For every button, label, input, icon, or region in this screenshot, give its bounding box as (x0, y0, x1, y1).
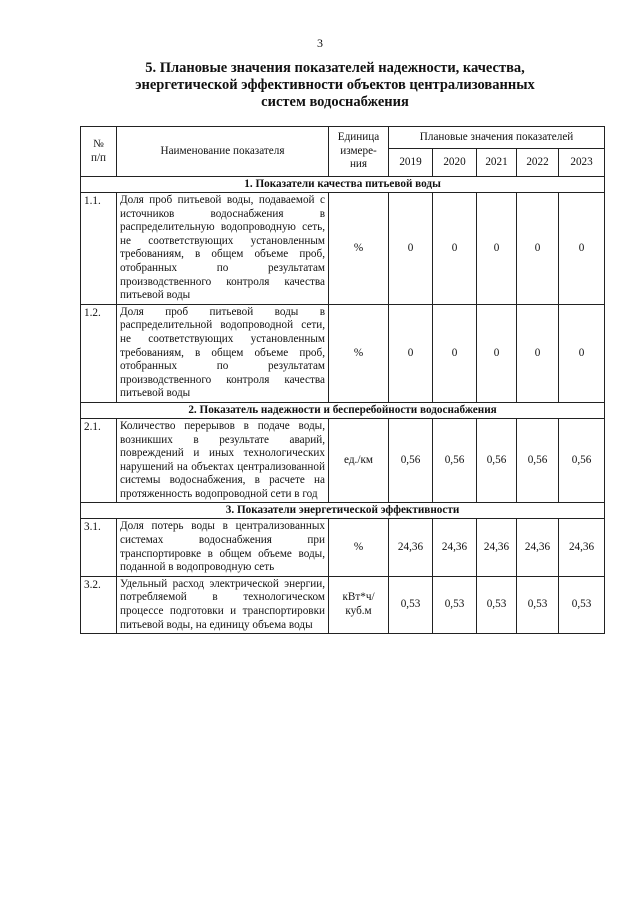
row-number: 1.2. (81, 304, 117, 402)
section-title: 3. Показатели энергетической эффективности (81, 503, 605, 519)
value-2021: 0,53 (477, 576, 517, 633)
indicators-table (80, 126, 605, 634)
value-2020: 0 (433, 304, 477, 402)
row-number: 2.1. (81, 418, 117, 503)
value-2020: 0,53 (433, 576, 477, 633)
title-line-3: систем водоснабжения (261, 94, 409, 110)
row-number: 1.1. (81, 193, 117, 305)
title-line-1: 5. Плановые значения показателей надежности, качества, (145, 60, 525, 76)
section-title: 1. Показатели качества питьевой воды (81, 177, 605, 193)
header-year-2020: 2020 (433, 149, 477, 177)
value-2023: 0,53 (559, 576, 605, 633)
header-year-2019: 2019 (389, 149, 433, 177)
indicator-name: Удельный расход электрической энергии, потребляемой в технологическом процессе подготовки и транспортировки питьевой воды, на единицу объема воды (117, 576, 329, 633)
header-num (81, 127, 117, 177)
value-2020: 24,36 (433, 519, 477, 576)
value-2022: 0,53 (517, 576, 559, 633)
value-2023: 24,36 (559, 519, 605, 576)
indicator-name: Количество перерывов в подаче воды, возникших в результате аварий, повреждений и иных технологических нарушений на объектах централизованной системы водоснабжения, в расчете на протяженность водопроводной сети в год (117, 418, 329, 503)
indicator-name: Доля потерь воды в централизованных системах водоснабжения при транспортировке в общем объеме воды, поданной в водопроводную сеть (117, 519, 329, 576)
value-2023: 0,56 (559, 418, 605, 503)
header-planned-values: Плановые значения показателей (389, 127, 605, 149)
indicator-unit: кВт*ч/ куб.м (329, 576, 389, 633)
value-2022: 0 (517, 193, 559, 305)
indicator-unit: % (329, 304, 389, 402)
value-2023: 0 (559, 193, 605, 305)
value-2022: 0,56 (517, 418, 559, 503)
header-num-line-2: п/п (90, 151, 107, 164)
header-unit-line-2: измере- (340, 144, 377, 157)
value-2021: 24,36 (477, 519, 517, 576)
header-year-2022: 2022 (517, 149, 559, 177)
value-2019: 0 (389, 193, 433, 305)
section-title: 2. Показатель надежности и бесперебойности водоснабжения (81, 402, 605, 418)
page-number: 3 (317, 36, 323, 50)
indicator-unit: % (329, 193, 389, 305)
header-unit-line-3: ния (349, 158, 368, 171)
value-2021: 0 (477, 304, 517, 402)
indicator-unit: ед./км (329, 418, 389, 503)
header-year-2023: 2023 (559, 149, 605, 177)
value-2019: 0 (389, 304, 433, 402)
value-2023: 0 (559, 304, 605, 402)
indicator-unit: % (329, 519, 389, 576)
row-number: 3.1. (81, 519, 117, 576)
value-2019: 0,56 (389, 418, 433, 503)
indicator-name: Доля проб питьевой воды в распределительной водопроводной сети, не соответствующих установленным требованиям, в общем объеме проб, отобранных по результатам производственного контроля качества питьевой воды (117, 304, 329, 402)
row-number: 3.2. (81, 576, 117, 633)
document-title (110, 60, 560, 111)
header-unit-line-1: Единица (337, 131, 380, 144)
value-2019: 24,36 (389, 519, 433, 576)
header-num-line-1: № (93, 137, 104, 150)
value-2020: 0 (433, 193, 477, 305)
value-2021: 0,56 (477, 418, 517, 503)
header-unit (329, 127, 389, 177)
value-2022: 0 (517, 304, 559, 402)
value-2020: 0,56 (433, 418, 477, 503)
header-year-2021: 2021 (477, 149, 517, 177)
indicator-name: Доля проб питьевой воды, подаваемой с источников водоснабжения в распределительную водопроводную сеть, не соответствующих установленным требованиям, в общем объеме проб, отобранных по результатам производственного контроля качества питьевой воды (117, 193, 329, 305)
value-2019: 0,53 (389, 576, 433, 633)
title-line-2: энергетической эффективности объектов централизованных (135, 77, 535, 93)
header-name: Наименование показателя (117, 127, 329, 177)
value-2022: 24,36 (517, 519, 559, 576)
value-2021: 0 (477, 193, 517, 305)
